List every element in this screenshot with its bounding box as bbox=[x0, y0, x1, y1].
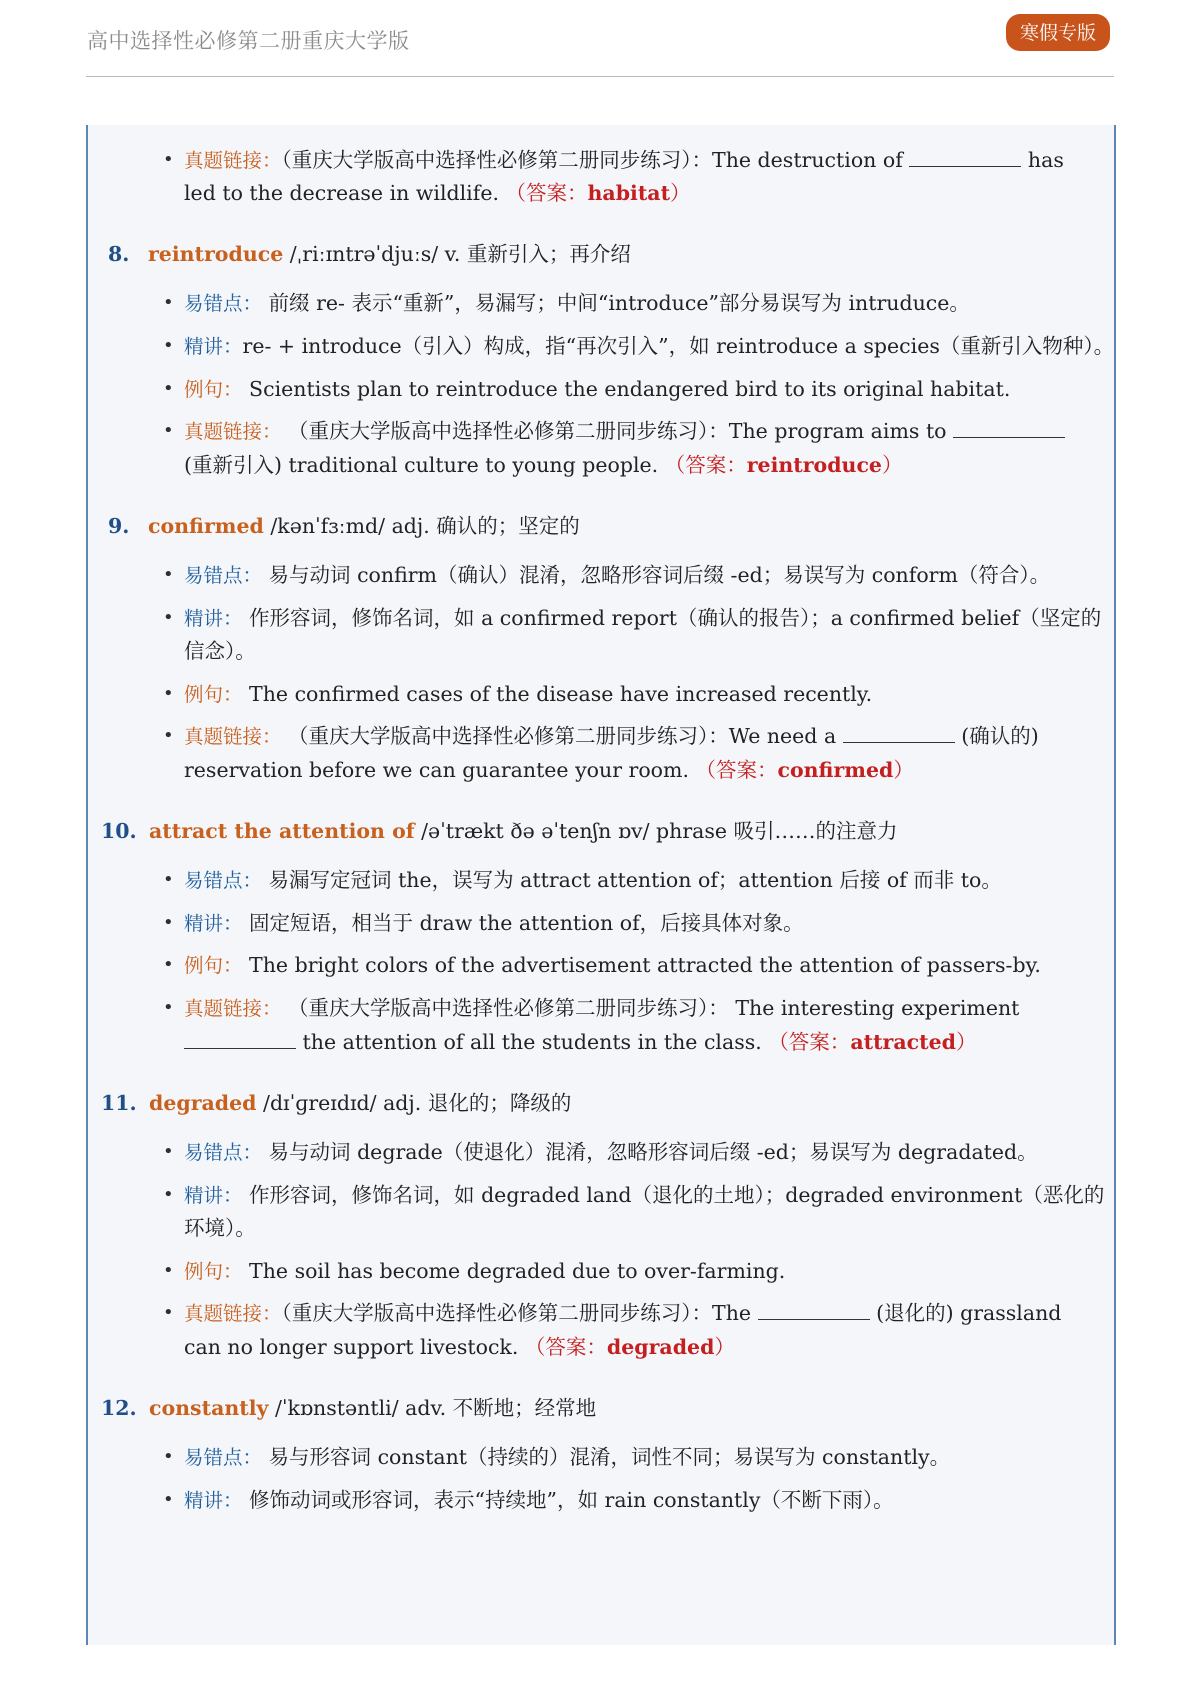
answer-text: （答案：reintroduce） bbox=[664, 453, 903, 477]
entry-word: attract the attention of bbox=[149, 819, 415, 843]
example-label: 例句： bbox=[184, 1260, 243, 1283]
explain-label: 精讲： bbox=[184, 607, 243, 630]
explain-text-cont: 环境）。 bbox=[184, 1216, 256, 1240]
mistake-label: 易错点： bbox=[184, 869, 263, 892]
answer-text: （答案：confirmed） bbox=[695, 758, 914, 782]
answer-word: attracted bbox=[850, 1030, 956, 1054]
mistake-label: 易错点： bbox=[184, 564, 263, 587]
exam-sentence-cont: can no longer support livestock. bbox=[184, 1335, 519, 1359]
exam-sentence-cont: reservation before we can guarantee your room. bbox=[184, 758, 689, 782]
exam-sentence: The program aims to bbox=[728, 419, 947, 443]
exam-source: （重庆大学版高中选择性必修第二册同步练习）： bbox=[281, 148, 713, 172]
explain-text: 修饰动词或形容词，表示“持续地”，如 rain constantly（不断下雨）。 bbox=[249, 1488, 894, 1512]
answer-blank bbox=[758, 1301, 870, 1320]
exam-hint: (确认的) bbox=[961, 724, 1039, 748]
exam-sentence: We need a bbox=[728, 724, 837, 748]
mistake-label: 易错点： bbox=[184, 1446, 263, 1469]
answer-word: reintroduce bbox=[746, 453, 882, 477]
exam-source: （重庆大学版高中选择性必修第二册同步练习）： bbox=[288, 724, 729, 748]
entry-word: constantly bbox=[149, 1396, 269, 1420]
mistake-text: 易与形容词 constant（持续的）混淆，词性不同；易误写为 constantly。 bbox=[268, 1445, 951, 1469]
example-label: 例句： bbox=[184, 954, 243, 977]
bullet-dot: • bbox=[163, 954, 174, 975]
content-panel bbox=[86, 125, 1116, 1645]
exam-label: 真题链接： bbox=[184, 997, 282, 1020]
answer-blank bbox=[843, 724, 955, 743]
bullet-dot: • bbox=[163, 1489, 174, 1510]
edition-badge: 寒假专版 bbox=[1006, 14, 1110, 51]
bullet-dot: • bbox=[163, 997, 174, 1018]
exam-sentence: The destruction of bbox=[712, 148, 903, 172]
bullet-dot: • bbox=[163, 725, 174, 746]
example-text: The confirmed cases of the disease have increased recently. bbox=[249, 682, 873, 706]
bullet-dot: • bbox=[163, 1302, 174, 1323]
entry-number: 10. bbox=[101, 819, 137, 843]
explain-text-cont: 信念）。 bbox=[184, 639, 256, 663]
exam-sentence-cont: the attention of all the students in the class. bbox=[302, 1030, 762, 1054]
explain-label: 精讲： bbox=[184, 1184, 243, 1207]
exam-sentence: The bbox=[712, 1301, 752, 1325]
explain-label: 精讲： bbox=[184, 1489, 243, 1512]
example-text: The soil has become degraded due to over-farming. bbox=[249, 1259, 786, 1283]
answer-blank bbox=[953, 419, 1065, 438]
answer-word: confirmed bbox=[777, 758, 894, 782]
answer-word: degraded bbox=[606, 1335, 715, 1359]
exam-sentence-end: has bbox=[1027, 148, 1064, 172]
explain-text: 作形容词，修饰名词，如 a confirmed report（确认的报告）；a confirmed belief（坚定的 bbox=[249, 606, 1102, 630]
exam-label: 真题链接： bbox=[184, 725, 282, 748]
exam-sentence: The interesting experiment bbox=[735, 996, 1020, 1020]
exam-sentence-cont: led to the decrease in wildlife. bbox=[184, 181, 499, 205]
answer-text: （答案：habitat） bbox=[505, 181, 691, 205]
exam-label: 真题链接： bbox=[184, 420, 282, 443]
bullet-dot: • bbox=[163, 378, 174, 399]
page-header bbox=[86, 0, 1114, 77]
answer-word: habitat bbox=[587, 181, 671, 205]
example-label: 例句： bbox=[184, 378, 243, 401]
entry-word: reintroduce bbox=[148, 242, 284, 266]
mistake-label: 易错点： bbox=[184, 292, 263, 315]
explain-text: 固定短语，相当于 draw the attention of，后接具体对象。 bbox=[249, 911, 804, 935]
exam-label: 真题链接： bbox=[184, 149, 282, 172]
mistake-label: 易错点： bbox=[184, 1141, 263, 1164]
explain-label: 精讲： bbox=[184, 912, 243, 935]
header-title: 高中选择性必修第二册重庆大学版 bbox=[87, 29, 410, 53]
entry-word: confirmed bbox=[148, 514, 264, 538]
bullet-dot: • bbox=[163, 1260, 174, 1281]
answer-blank bbox=[909, 148, 1021, 167]
exam-label: 真题链接： bbox=[184, 1302, 282, 1325]
mistake-text: 前缀 re- 表示“重新”，易漏写；中间“introduce”部分易误写为 intruduce。 bbox=[268, 291, 970, 315]
exam-hint: (退化的) grassland bbox=[876, 1301, 1062, 1325]
bullet-dot: • bbox=[163, 869, 174, 890]
mistake-text: 易与动词 degrade（使退化）混淆，忽略形容词后缀 -ed；易误写为 degradated。 bbox=[268, 1140, 1038, 1164]
entry-number: 8. bbox=[108, 242, 130, 266]
entry-word: degraded bbox=[149, 1091, 257, 1115]
explain-text: re- + introduce（引入）构成，指“再次引入”，如 reintroduce a species（重新引入物种）。 bbox=[242, 334, 1115, 358]
answer-blank bbox=[184, 1030, 296, 1049]
bullet-dot: • bbox=[163, 1141, 174, 1162]
bullet-dot: • bbox=[163, 1184, 174, 1205]
bullet-dot: • bbox=[163, 683, 174, 704]
example-label: 例句： bbox=[184, 683, 243, 706]
bullet-dot: • bbox=[163, 292, 174, 313]
entry-number: 9. bbox=[108, 514, 130, 538]
entry-pronunciation: /əˈtrækt ðə əˈtenʃn ɒv/ phrase 吸引……的注意力 bbox=[414, 819, 898, 843]
bullet-dot: • bbox=[163, 564, 174, 585]
entry-pronunciation: /dɪˈɡreɪdɪd/ adj. 退化的；降级的 bbox=[256, 1091, 572, 1115]
exam-sentence-cont: (重新引入) traditional culture to young people. bbox=[184, 453, 659, 477]
entry-pronunciation: /ˈkɒnstəntli/ adv. 不断地；经常地 bbox=[268, 1396, 597, 1420]
exam-source: （重庆大学版高中选择性必修第二册同步练习）： bbox=[281, 1301, 713, 1325]
mistake-text: 易与动词 confirm（确认）混淆，忽略形容词后缀 -ed；易误写为 conform（符合）。 bbox=[268, 563, 1051, 587]
example-text: Scientists plan to reintroduce the endangered bird to its original habitat. bbox=[249, 377, 1011, 401]
mistake-text: 易漏写定冠词 the，误写为 attract attention of；attention 后接 of 而非 to。 bbox=[268, 868, 1002, 892]
exam-source: （重庆大学版高中选择性必修第二册同步练习）： bbox=[288, 419, 729, 443]
entry-pronunciation: /ˌriːɪntrəˈdjuːs/ v. 重新引入；再介绍 bbox=[283, 242, 631, 266]
bullet-dot: • bbox=[163, 1446, 174, 1467]
bullet-dot: • bbox=[163, 335, 174, 356]
answer-text: （答案：degraded） bbox=[524, 1335, 735, 1359]
entry-number: 12. bbox=[101, 1396, 137, 1420]
explain-label: 精讲： bbox=[184, 335, 243, 358]
bullet-dot: • bbox=[163, 149, 174, 170]
bullet-dot: • bbox=[163, 607, 174, 628]
entry-pronunciation: /kənˈfɜːmd/ adj. 确认的；坚定的 bbox=[263, 514, 580, 538]
answer-text: （答案：attracted） bbox=[768, 1030, 977, 1054]
entry-number: 11. bbox=[101, 1091, 137, 1115]
exam-source: （重庆大学版高中选择性必修第二册同步练习）： bbox=[288, 996, 729, 1020]
bullet-dot: • bbox=[163, 912, 174, 933]
explain-text: 作形容词，修饰名词，如 degraded land（退化的土地）；degraded environment（恶化的 bbox=[249, 1183, 1105, 1207]
bullet-dot: • bbox=[163, 420, 174, 441]
example-text: The bright colors of the advertisement attracted the attention of passers-by. bbox=[249, 953, 1041, 977]
